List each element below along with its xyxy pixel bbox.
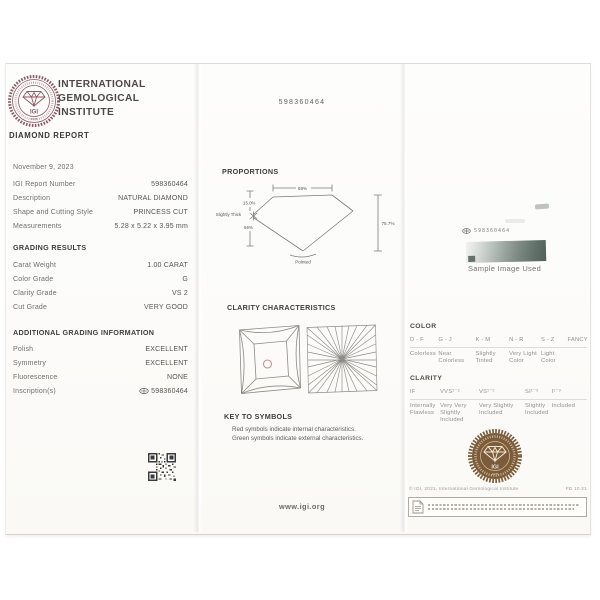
scan-smudge (505, 219, 525, 223)
clarity-scale (410, 375, 587, 423)
fold-crease-right (400, 64, 409, 532)
diamond-profile (254, 195, 353, 251)
crown-percent: 15.0% (243, 200, 256, 206)
fold-crease-left (194, 64, 203, 532)
clarity-characteristics-title: CLARITY CHARACTERISTICS (227, 303, 336, 312)
culet-bracket (290, 254, 316, 257)
report-date: November 9, 2023 (13, 164, 74, 171)
qr-code (148, 453, 176, 481)
grading-results-title: GRADING RESULTS (13, 243, 87, 252)
pavilion-percent: 56% (244, 225, 253, 230)
table-row: Fluorescence NONE (13, 373, 188, 381)
table-row: Shape and Cutting Style PRINCESS CUT (13, 208, 188, 216)
igi-stamp-seal-icon (7, 74, 61, 128)
table-row: Polish EXCELLENT (13, 346, 188, 354)
table-row: Measurements 5.28 x 5.22 x 3.95 mm (13, 222, 188, 230)
table-row: Description NATURAL DIAMOND (13, 195, 188, 203)
stamp-year: 1975 (30, 117, 38, 121)
table-percent: 69% (297, 186, 308, 191)
seal-year: 1975 (491, 472, 499, 476)
igi-inscription-icon (139, 388, 149, 394)
security-notice-box (408, 497, 587, 517)
table-row: IGI Report Number 598360464 (13, 181, 188, 189)
girdle-label: Slightly Thick (215, 212, 241, 217)
right-footer (409, 487, 587, 492)
secure-document-icon (412, 500, 424, 514)
total-depth-percent: 75.7% (381, 221, 395, 226)
table-row: Cut Grade VERY GOOD (13, 303, 188, 311)
table-row: Carat Weight 1.00 CARAT (13, 262, 188, 270)
grading-results-table (13, 259, 188, 314)
color-scale-title: COLOR (410, 323, 437, 330)
sample-image-caption: Sample Image Used (468, 264, 542, 273)
table-row: Clarity Grade VS 2 (13, 289, 188, 297)
document-title: DIAMOND REPORT (9, 131, 90, 140)
sample-inscription: 598360464 (462, 228, 510, 234)
stamp-monogram: IGI (29, 109, 39, 116)
version-code: FD 10.21 (565, 487, 587, 492)
igi-inscription-icon (462, 228, 471, 234)
report-number-header: 598360464 (278, 99, 326, 106)
color-description-row: Colorless Near Colorless Slightly Tinted Very Light Color Light Color (410, 351, 556, 364)
table-row: Symmetry EXCELLENT (13, 360, 188, 368)
seal-monogram: IGI (491, 464, 499, 471)
divider (410, 399, 587, 400)
clarity-diagram-crown-view (237, 323, 303, 396)
dimension-lines (247, 185, 383, 252)
scan-smudge (535, 204, 549, 210)
key-to-symbols-text: Red symbols indicate internal characteristics. Green symbols indicate external characteristics. (232, 426, 364, 443)
additional-grading-title: ADDITIONAL GRADING INFORMATION (13, 328, 155, 337)
color-scale (410, 323, 587, 365)
clarity-grade-row: IF VVS¹⁻² VS¹⁻² SI¹⁻² I¹⁻³ (410, 389, 561, 395)
culet-label: Pointed (295, 259, 311, 265)
igi-gold-seal-icon (467, 428, 523, 484)
security-microtext (428, 502, 583, 511)
proportions-title: PROPORTIONS (222, 167, 279, 176)
clarity-scale-title: CLARITY (410, 375, 443, 382)
clarity-description-row: Internally Flawless Very Very Slightly Included Very Slightly Included Slightly Included Included (410, 403, 576, 423)
sample-girdle-photo (466, 240, 547, 263)
internal-inclusion-symbol (264, 360, 272, 368)
key-to-symbols-title: KEY TO SYMBOLS (224, 412, 293, 421)
table-row: Color Grade G (13, 276, 188, 284)
org-name: INTERNATIONAL GEMOLOGICAL INSTITUTE (58, 79, 146, 118)
color-grade-row: D - F G - J K - M N - R S - Z FANCY (410, 337, 588, 343)
report-info-table (13, 178, 188, 233)
website-url: www.igi.org (278, 502, 325, 511)
copyright-text: © IGI, 2021, International Gemological Institute (409, 487, 519, 492)
stamp-diamond-icon (23, 92, 45, 107)
divider (410, 347, 587, 348)
table-row: Inscription(s) 598360464 (13, 387, 188, 395)
proportions-diagram (210, 183, 395, 268)
additional-grading-table (13, 343, 188, 398)
clarity-diagram-pavilion-view (305, 323, 379, 396)
